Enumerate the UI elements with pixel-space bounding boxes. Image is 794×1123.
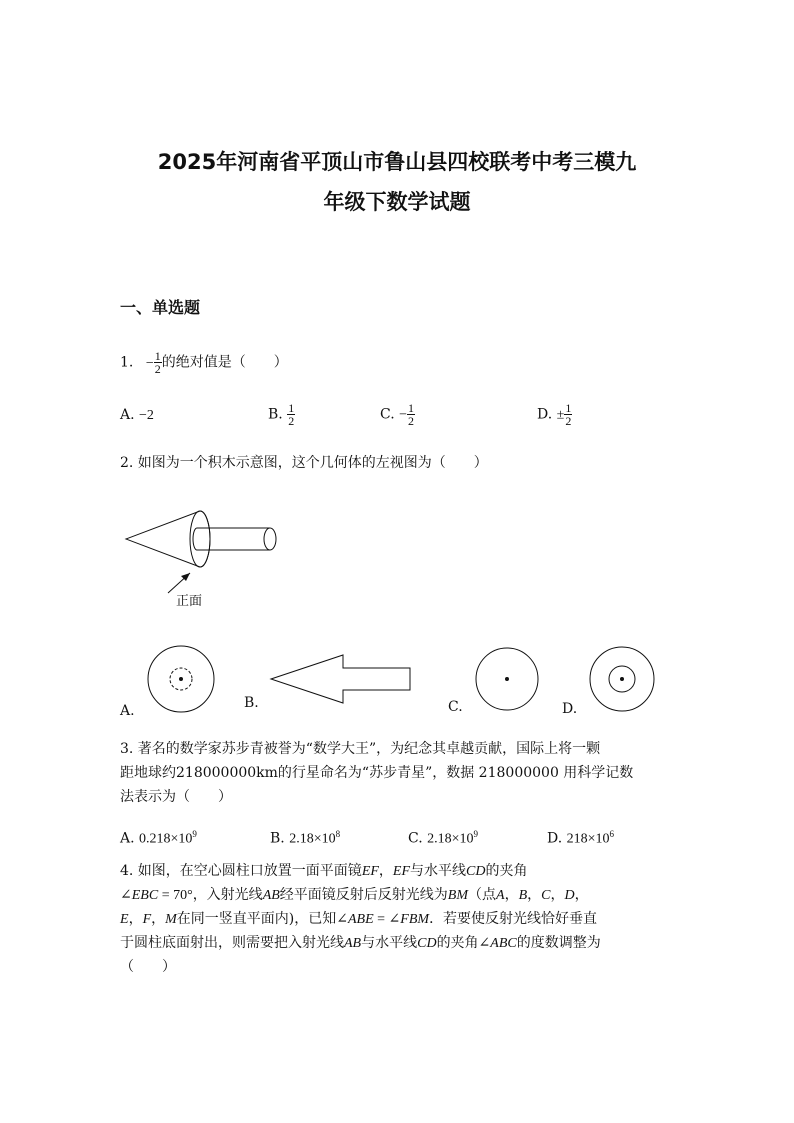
question-4-line-1: 4. 如图，在空心圆柱口放置一面平面镜EF，EF与水平线CD的夹角	[120, 863, 528, 879]
q1-option-c: C. − $\frac{1}{2}$	[380, 401, 415, 428]
q2-option-b-label: B.	[244, 695, 259, 711]
q2-option-c-label: C.	[448, 699, 463, 715]
question-4-line-3: E，F，M在同一竖直平面内)，已知∠ABE = ∠FBM．若要使反射光线恰好垂直	[120, 911, 598, 927]
q2-option-a-label: A.	[120, 703, 135, 719]
question-1	[120, 350, 288, 375]
question-4-line-4: 于圆柱底面射出，则需要把入射光线AB与水平线CD的夹角∠ABC的度数调整为	[120, 935, 601, 951]
title-line-1: 2025年河南省平顶山市鲁山县四校联考中考三模九	[157, 150, 637, 174]
q1-fraction: $\frac{1}{2}$	[154, 349, 161, 376]
option-d-figure	[588, 645, 658, 715]
question-2: 2. 如图为一个积木示意图，这个几何体的左视图为（ ）	[120, 455, 488, 471]
title-line-2: 年级下数学试题	[323, 190, 471, 214]
q1-option-d: D. ± $\frac{1}{2}$	[537, 401, 572, 428]
q3-option-a: A. $0.218\times 10^9$	[120, 829, 197, 847]
q3-option-d: D. $218\times 10^6$	[547, 829, 615, 847]
option-b-figure	[268, 652, 414, 708]
question-3-line-2: 距地球约218000000km的行星命名为“苏步青星”，数据 218000000 用科学记数	[120, 765, 634, 781]
block-figure	[120, 505, 290, 615]
q1-option-a: A. −2	[120, 407, 154, 423]
q1-number: 1.	[120, 354, 134, 371]
q2-option-d-label: D.	[562, 701, 578, 717]
question-4-line-5: （ ）	[120, 959, 176, 975]
option-a-figure	[146, 645, 216, 715]
question-4-line-2: ∠EBC = 70°，入射光线AB经平面镜反射后反射光线为BM（点A，B，C，D，	[120, 887, 589, 903]
front-label: 正面	[176, 594, 203, 609]
section-heading: 一、单选题	[120, 298, 201, 317]
q3-option-b: B. $2.18\times 10^8$	[270, 829, 341, 847]
q1-option-b: B. $\frac{1}{2}$	[268, 401, 295, 428]
question-3-line-3: 法表示为（ ）	[120, 789, 232, 805]
q1-neg-sign: −	[145, 355, 154, 371]
q1-text: 的绝对值是（ ）	[161, 354, 288, 371]
question-3-line-1: 3. 著名的数学家苏步青被誉为“数学大王”，为纪念其卓越贡献，国际上将一颗	[120, 741, 601, 757]
q3-option-c: C. $2.18\times 10^9$	[408, 829, 479, 847]
option-c-figure	[474, 645, 544, 715]
